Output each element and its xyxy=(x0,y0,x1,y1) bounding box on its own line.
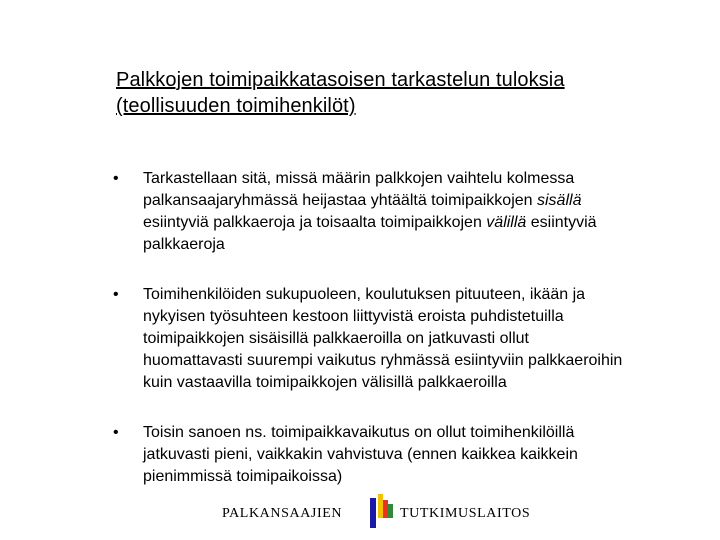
bullet-2-line-5: kuin vastaavilla toimipaikkojen välisillä palkkaeroilla xyxy=(143,374,507,391)
bullet-marker: • xyxy=(113,424,119,441)
bullet-2-line-4: huomattavasti suurempi vaikutus ryhmässä esiintyviin palkkaeroihin xyxy=(143,352,623,369)
bullet-3-line-3: pienimmissä toimipaikoissa) xyxy=(143,468,343,485)
bullet-2-line-1: Toimihenkilöiden sukupuoleen, koulutuksen pituuteen, ikään ja xyxy=(143,286,586,303)
bullet-3-line-2: jatkuvasti pieni, vaikkakin vahvistuva (ennen kaikkea kaikkein xyxy=(143,446,578,463)
bullet-2-text xyxy=(143,284,688,394)
bullet-1-text xyxy=(143,168,688,256)
bullet-marker: • xyxy=(113,170,119,187)
title-line-1: Palkkojen toimipaikkatasoisen tarkastelun tuloksia xyxy=(116,69,565,91)
bullet-1-line-2: palkansaajaryhmässä heijastaa yhtäältä toimipaikkojen sisällä xyxy=(143,192,582,209)
title-line-2: (teollisuuden toimihenkilöt) xyxy=(116,95,356,117)
bullet-marker: • xyxy=(113,286,119,303)
bullet-2-line-2: nykyisen työsuhteen kestoon liittyvistä eroista puhdistetuilla xyxy=(143,308,564,325)
slide-title xyxy=(116,67,676,119)
bullet-1-line-1: Tarkastellaan sitä, missä määrin palkkojen vaihtelu kolmessa xyxy=(143,170,575,187)
institute-logo-icon xyxy=(368,494,394,530)
bullet-2-line-3: toimipaikkojen sisäisillä palkkaeroilla on jatkuvasti ollut xyxy=(143,330,529,347)
bullet-1-line-4: palkkaeroja xyxy=(143,236,225,253)
footer-org-name-left: PALKANSAAJIEN xyxy=(222,506,343,521)
footer-org-name-right: TUTKIMUSLAITOS xyxy=(400,506,531,521)
bullet-1-line-3: esiintyviä palkkaeroja ja toisaalta toimipaikkojen välillä esiintyviä xyxy=(143,214,597,231)
bullet-3-line-1: Toisin sanoen ns. toimipaikkavaikutus on ollut toimihenkilöillä xyxy=(143,424,575,441)
bullet-3-text xyxy=(143,422,688,488)
